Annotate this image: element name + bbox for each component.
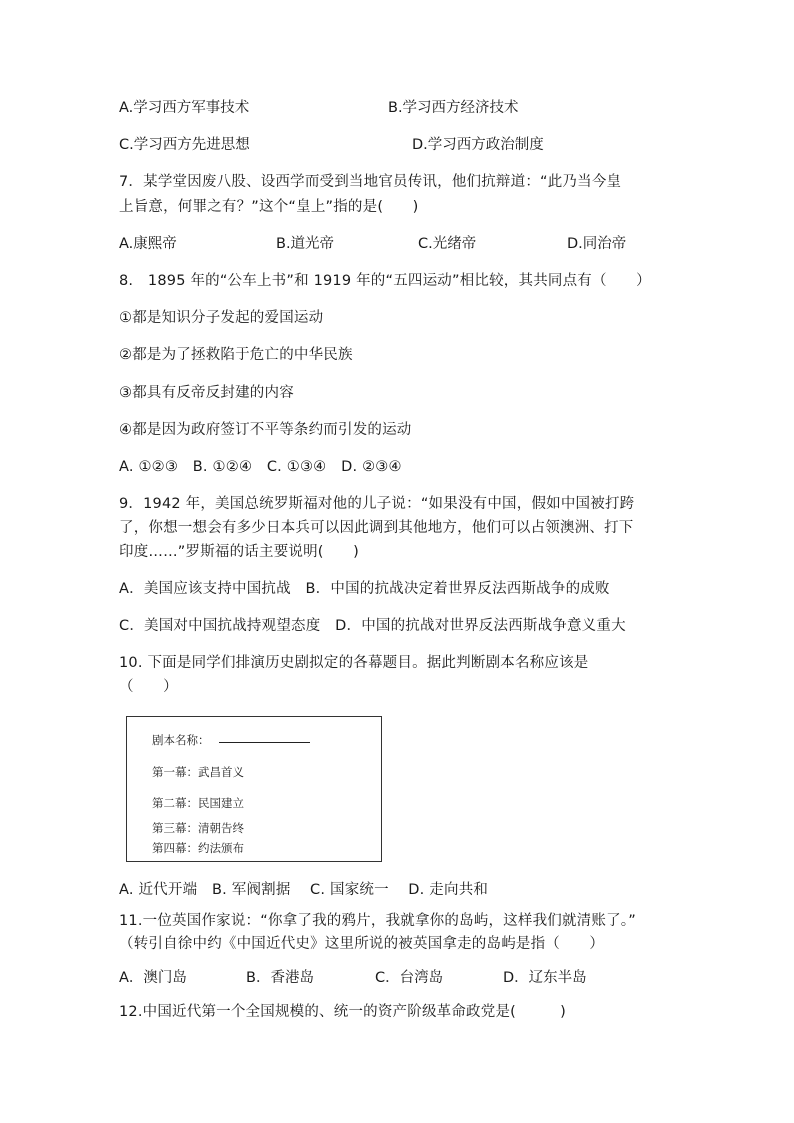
- q11-stem-line2: （转引自徐中约《中国近代史》这里所说的被英国拿走的岛屿是指（ ）: [119, 936, 605, 952]
- q7-option-a: A.康熙帝: [119, 236, 177, 252]
- q7-option-b: B.道光帝: [276, 236, 335, 252]
- q12-stem: 12.中国近代第一个全国规模的、统一的资产阶级革命政党是( ): [119, 1004, 566, 1020]
- q7-stem-line2: 上旨意，何罪之有？”这个“皇上”指的是( ): [119, 199, 419, 215]
- q8-statement-1: ①都是知识分子发起的爱国运动: [119, 310, 324, 326]
- q8-stem: 8. 1895 年的“公车上书”和 1919 年的“五四运动”相比较，其共同点有（ ）: [119, 273, 651, 289]
- script-title-blank: [219, 742, 310, 743]
- q6-option-c: C.学习西方先进思想: [119, 137, 250, 153]
- q11-option-b: B．香港岛: [246, 970, 314, 986]
- script-title-label: 剧本名称：: [152, 733, 210, 747]
- q9-stem-line2: 了，你想一想会有多少日本兵可以因此调到其他地方，他们可以占领澳洲、打下: [119, 520, 634, 536]
- q6-option-b: B.学习西方经济技术: [388, 100, 519, 116]
- q8-statement-4: ④都是因为政府签订不平等条约而引发的运动: [119, 422, 412, 438]
- q9-stem-line1: 9．1942 年，美国总统罗斯福对他的儿子说：“如果没有中国，假如中国被打跨: [119, 496, 635, 512]
- q10-options: A. 近代开端 B. 军阀割据 C. 国家统一 D. 走向共和: [119, 882, 489, 898]
- q8-statement-3: ③都具有反帝反封建的内容: [119, 385, 294, 401]
- q11-option-c: C．台湾岛: [375, 970, 444, 986]
- script-act-3: 第三幕：清朝告终: [152, 821, 244, 835]
- q9-stem-line3: 印度……”罗斯福的话主要说明( ): [119, 544, 359, 560]
- q7-option-d: D.同治帝: [567, 236, 627, 252]
- script-act-2: 第二幕：民国建立: [152, 796, 244, 810]
- q9-options-ab: A．美国应该支持中国抗战 B．中国的抗战决定着世界反法西斯战争的成败: [119, 581, 610, 597]
- q10-stem-line2: （ ）: [119, 679, 178, 695]
- q8-options: A. ①②③ B. ①②④ C. ①③④ D. ②③④: [119, 459, 402, 475]
- q7-stem-line1: 7．某学堂因废八股、设西学而受到当地官员传讯，他们抗辩道：“此乃当今皇: [119, 174, 622, 190]
- q10-stem-line1: 10. 下面是同学们排演历史剧拟定的各幕题目。据此判断剧本名称应该是: [119, 655, 589, 671]
- script-act-1: 第一幕：武昌首义: [152, 765, 244, 779]
- q8-statement-2: ②都是为了拯救陷于危亡的中华民族: [119, 347, 353, 363]
- q7-option-c: C.光绪帝: [418, 236, 477, 252]
- q11-option-a: A．澳门岛: [119, 970, 187, 986]
- q11-option-d: D．辽东半岛: [503, 970, 587, 986]
- q11-stem-line1: 11.一位英国作家说：“你拿了我的鸦片，我就拿你的岛屿，这样我们就清账了。”: [119, 913, 636, 929]
- q9-options-cd: C．美国对中国抗战持观望态度 D．中国的抗战对世界反法西斯战争意义重大: [119, 618, 626, 634]
- q6-option-a: A.学习西方军事技术: [119, 100, 250, 116]
- q6-option-d: D.学习西方政治制度: [412, 137, 544, 153]
- script-act-4: 第四幕：约法颁布: [152, 841, 244, 855]
